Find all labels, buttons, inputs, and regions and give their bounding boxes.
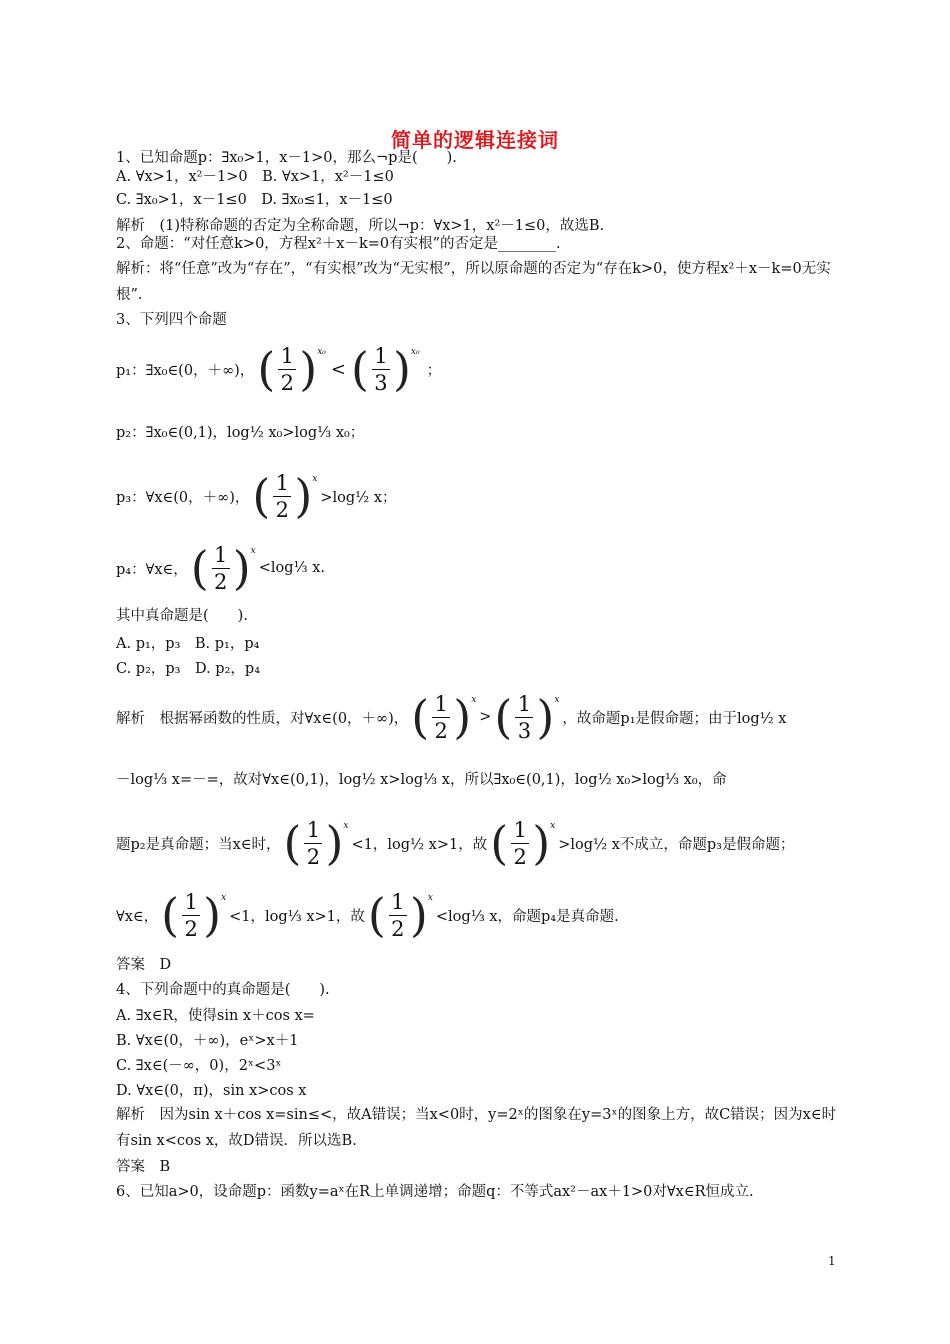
question-1-options-cd: C. ∃x₀>1，x－1≤0 D. ∃x₀≤1，x－1≤0 [116, 192, 393, 208]
question-3-analysis-2: －log⅓ x=－=，故对∀x∈(0,1)，log½ x>log⅓ x，所以∃x₀∈(0,1)，log½ x₀>log⅓ x₀，命 [116, 771, 727, 788]
question-4-option-d: D. ∀x∈(0，π)，sin x>cos x [116, 1083, 307, 1099]
question-3-analysis-4: ∀x∈， ( 1 2 ) x <1，log⅓ x>1，故 ( 1 2 ) x <log⅓ x，命题p₄是真命题. [116, 888, 619, 942]
proposition-p3: p₃：∀x∈(0，＋∞)， ( 1 2 ) x >log½ x； [116, 469, 397, 523]
page-number: 1 [828, 1254, 836, 1268]
fraction-half-power: ( 1 2 ) x [490, 816, 556, 870]
question-4-option-c: C. ∃x∈(－∞，0)，2ˣ<3ˣ [116, 1058, 282, 1074]
question-3-answer: 答案 D [116, 957, 172, 973]
fraction-half-power: ( 1 2 ) x [367, 888, 433, 942]
question-4-option-a: A. ∃x∈R，使得sin x＋cos x= [116, 1008, 315, 1024]
question-6: 6、已知a>0，设命题p：函数y=aˣ在R上单调递增；命题q：不等式ax²－ax＋1>0对∀x∈R恒成立. [116, 1184, 754, 1200]
question-3-options-cd: C. p₂，p₃ D. p₂，p₄ [116, 661, 261, 677]
fraction-third-power: ( 1 3 ) x [494, 690, 560, 744]
fraction-third-power: ( 1 3 ) x₀ [351, 342, 420, 396]
question-1-options-ab: A. ∀x>1，x²－1>0 B. ∀x>1，x²－1≤0 [116, 169, 394, 185]
question-4-analysis: 解析 因为sin x＋cos x=sin≤<，故A错误；当x<0时，y=2ˣ的图象在y=3ˣ的图象上方，故C错误；因为x∈时有sin x<cos x，故D错误．所以选B. [116, 1107, 837, 1149]
question-4-option-b: B. ∀x∈(0，＋∞)，eˣ>x＋1 [116, 1033, 299, 1049]
question-3-analysis-1: 解析 根据幂函数的性质，对∀x∈(0，＋∞)， ( 1 2 ) x > ( 1 3 ) x ，故命题p₁是假命题；由于log½ x [116, 690, 787, 744]
fraction-half-power: ( 1 2 ) x [190, 541, 256, 595]
question-1-analysis: 解析 (1)特称命题的否定为全称命题，所以¬p：∀x>1，x²－1≤0，故选B. [116, 218, 605, 234]
question-3-analysis-3: 题p₂是真命题；当x∈时， ( 1 2 ) x <1，log½ x>1，故 ( 1 2 ) x >log½ x不成立，命题p₃是假命题； [116, 816, 795, 870]
question-4: 4、下列命题中的真命题是( ). [116, 982, 330, 998]
proposition-p4: p₄：∀x∈， ( 1 2 ) x <log⅓ x. [116, 541, 325, 595]
fraction-half-power: ( 1 2 ) x [283, 816, 349, 870]
question-3-options-ab: A. p₁，p₃ B. p₁，p₄ [116, 636, 260, 652]
question-3-ask: 其中真命题是( ). [116, 608, 248, 624]
fraction-half-power: ( 1 2 ) x [161, 888, 227, 942]
question-4-answer: 答案 B [116, 1159, 171, 1175]
question-3: 3、下列四个命题 [116, 312, 227, 328]
page-title: 简单的逻辑连接词 [391, 128, 559, 152]
question-2-analysis: 解析：将“任意”改为“存在”，“有实根”改为“无实根”，所以原命题的否定为“存在k>0，使方程x²＋x－k=0无实根”. [116, 261, 831, 303]
fraction-half-power: ( 1 2 ) x₀ [257, 342, 326, 396]
proposition-p1: p₁：∃x₀∈(0，＋∞)， ( 1 2 ) x₀ < ( 1 3 ) x₀ ； [116, 342, 442, 396]
proposition-p2: p₂：∃x₀∈(0,1)，log½ x₀>log⅓ x₀； [116, 424, 365, 441]
fraction-half-power: ( 1 2 ) x [411, 690, 477, 744]
question-1: 1、已知命题p：∃x₀>1，x－1>0，那么¬p是( ). [116, 150, 457, 166]
p1-prefix: p₁：∃x₀∈(0，＋∞)， [116, 362, 255, 379]
fraction-half-power: ( 1 2 ) x [252, 469, 318, 523]
question-2: 2、命题：“对任意k>0，方程x²＋x－k=0有实根”的否定是________. [116, 236, 561, 252]
